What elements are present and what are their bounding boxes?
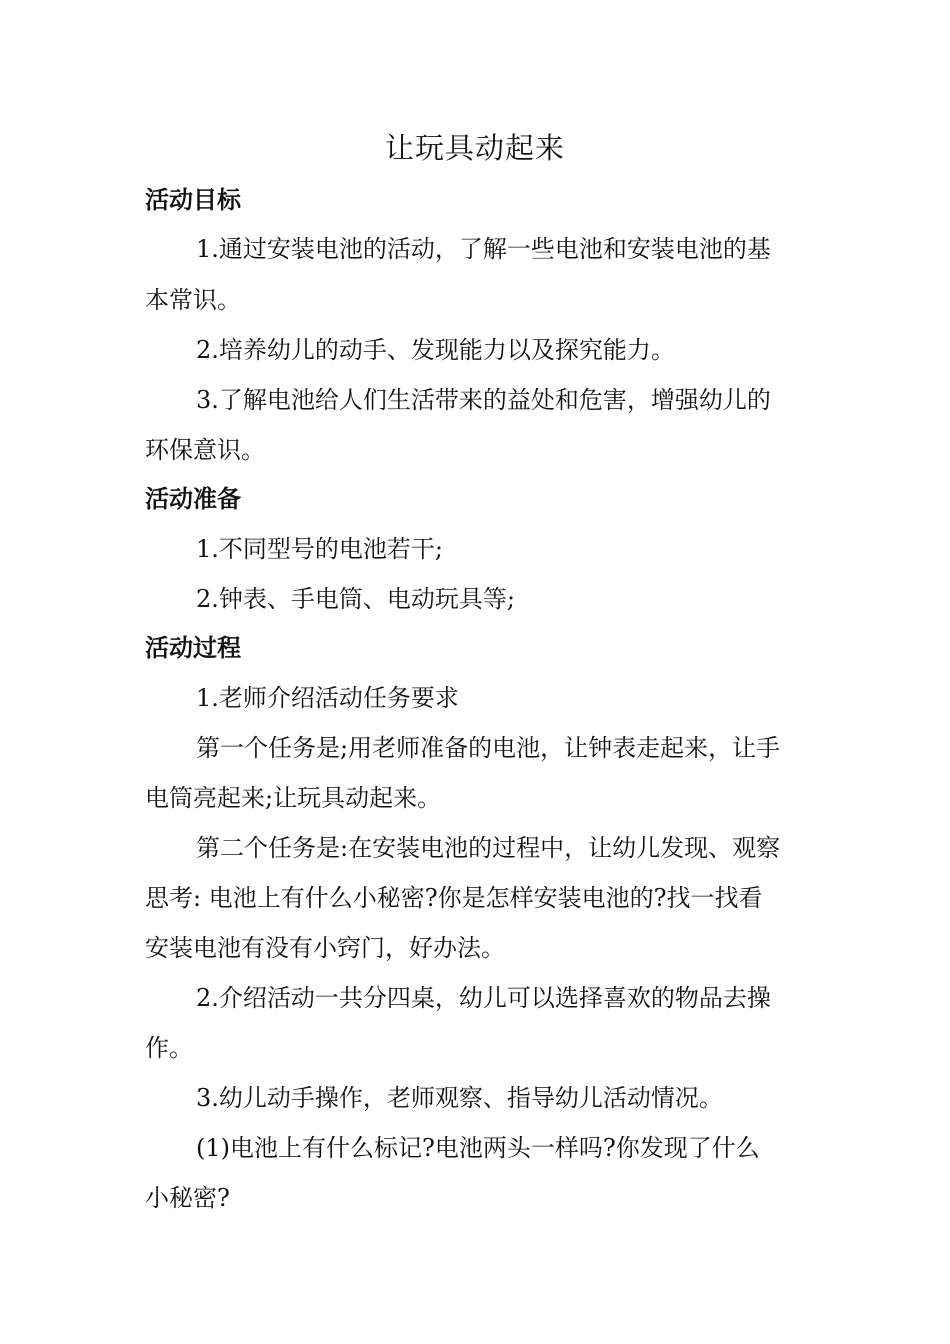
goals-line-1: 1.通过安装电池的活动，了解一些电池和安装电池的基	[196, 235, 771, 263]
process-line-9: 3.幼儿动手操作，老师观察、指导幼儿活动情况。	[196, 1084, 723, 1112]
document-title: 让玩具动起来	[384, 131, 565, 165]
goals-line-4: 3.了解电池给人们生活带来的益处和危害，增强幼儿的	[196, 386, 771, 414]
section-heading-goals: 活动目标	[145, 186, 241, 214]
process-line-3: 电筒亮起来;让玩具动起来。	[145, 784, 442, 812]
goals-line-5: 环保意识。	[145, 436, 265, 464]
prep-line-2: 2.钟表、手电筒、电动玩具等;	[196, 585, 515, 613]
goals-line-2: 本常识。	[145, 286, 241, 314]
section-heading-process: 活动过程	[145, 634, 241, 662]
process-line-2: 第一个任务是;用老师准备的电池，让钟表走起来，让手	[196, 734, 781, 762]
process-line-5: 思考: 电池上有什么小秘密?你是怎样安装电池的?找一找看	[145, 884, 763, 912]
process-line-8: 作。	[145, 1034, 193, 1062]
process-line-10: (1)电池上有什么标记?电池两头一样吗?你发现了什么	[196, 1134, 760, 1162]
process-line-6: 安装电池有没有小窍门，好办法。	[145, 934, 505, 962]
section-heading-prep: 活动准备	[145, 485, 241, 513]
process-line-11: 小秘密?	[145, 1184, 230, 1212]
goals-line-3: 2.培养幼儿的动手、发现能力以及探究能力。	[196, 336, 675, 364]
process-line-1: 1.老师介绍活动任务要求	[196, 684, 459, 712]
prep-line-1: 1.不同型号的电池若干;	[196, 535, 443, 563]
process-line-7: 2.介绍活动一共分四桌，幼儿可以选择喜欢的物品去操	[196, 984, 771, 1012]
process-line-4: 第二个任务是:在安装电池的过程中，让幼儿发现、观察	[196, 834, 781, 862]
